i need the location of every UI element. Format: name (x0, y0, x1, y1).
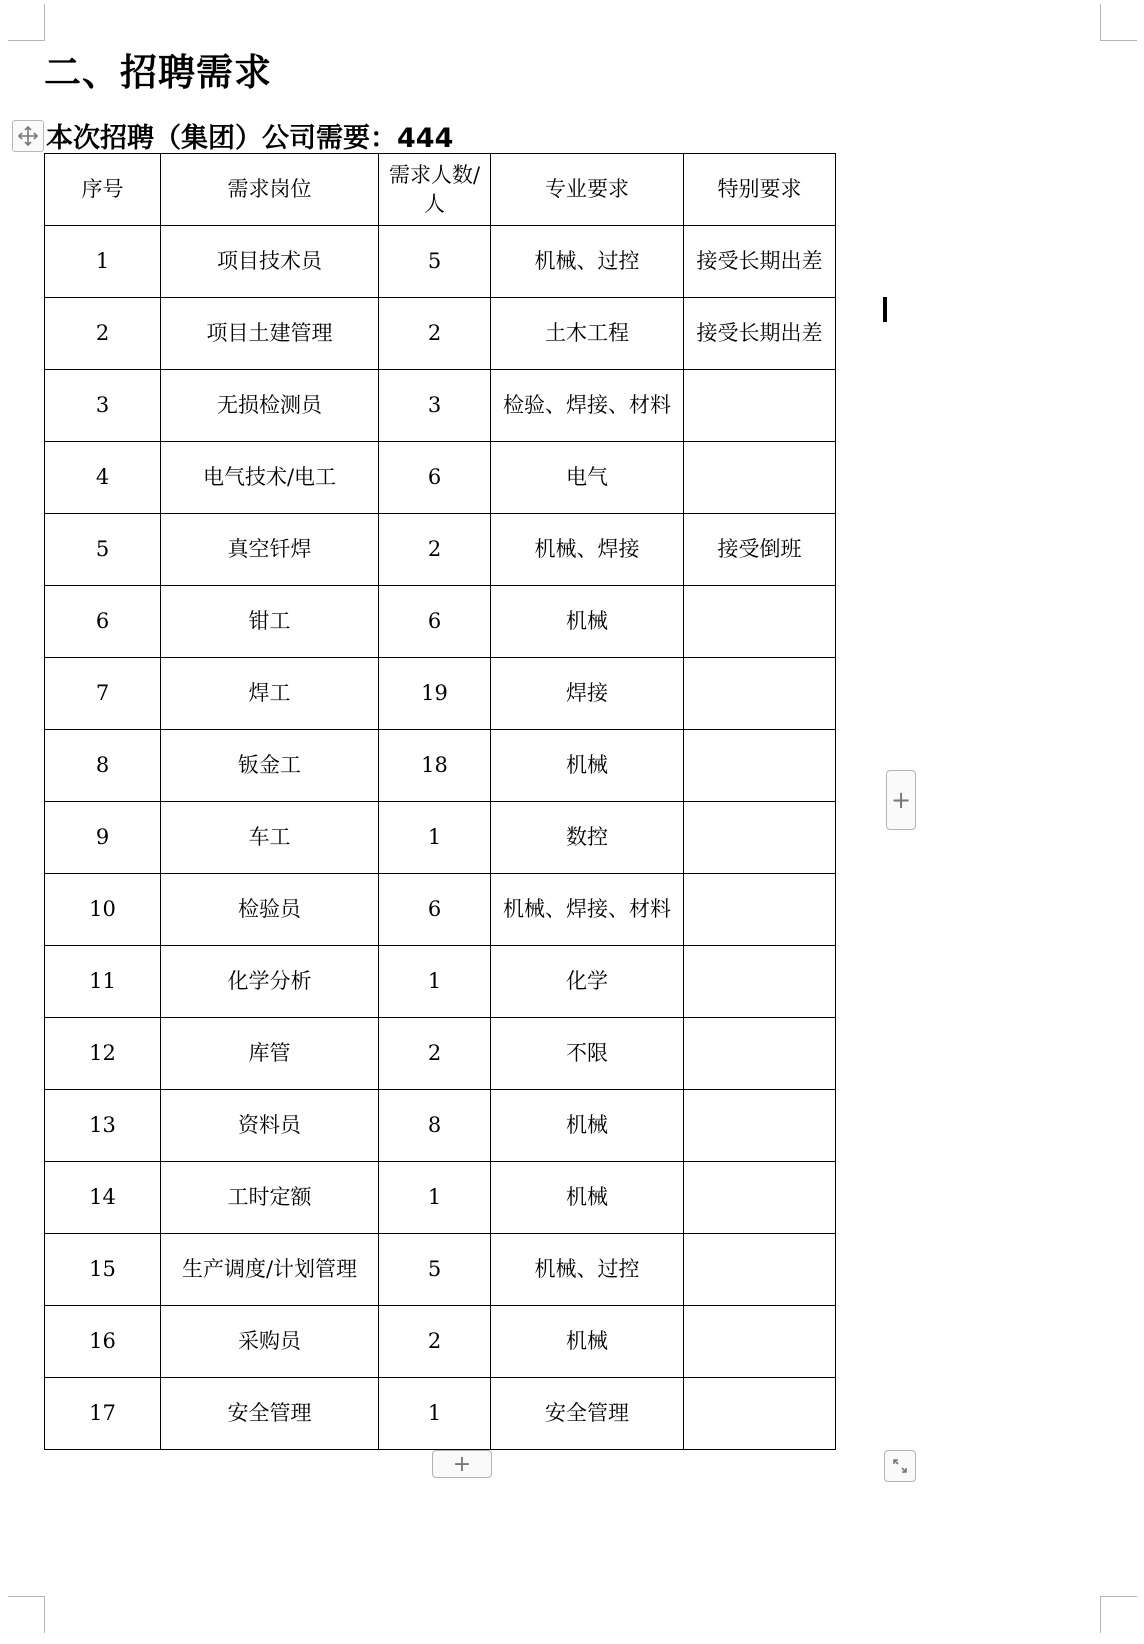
cell-position[interactable]: 项目技术员 (161, 226, 379, 298)
table-row (45, 370, 836, 442)
table-body (45, 226, 836, 1450)
cell-position[interactable]: 采购员 (161, 1306, 379, 1378)
cell-seq[interactable]: 15 (45, 1234, 161, 1306)
table-move-handle[interactable] (12, 120, 44, 152)
cell-seq[interactable]: 6 (45, 586, 161, 658)
cell-major[interactable]: 数控 (491, 802, 684, 874)
resize-diagonal-icon (890, 1456, 910, 1476)
cell-headcount[interactable]: 2 (379, 1018, 491, 1090)
page-corner-mark-top-right (1100, 4, 1137, 41)
cell-seq[interactable]: 9 (45, 802, 161, 874)
cell-headcount[interactable]: 2 (379, 298, 491, 370)
table-row (45, 1378, 836, 1450)
table-row (45, 946, 836, 1018)
table-resize-handle[interactable] (884, 1450, 916, 1482)
table-row (45, 1234, 836, 1306)
table-row (45, 1306, 836, 1378)
cell-position[interactable]: 安全管理 (161, 1378, 379, 1450)
page-corner-mark-bottom-right (1100, 1596, 1137, 1633)
cell-special[interactable] (684, 1378, 836, 1450)
cell-major[interactable]: 机械 (491, 730, 684, 802)
cell-position[interactable]: 库管 (161, 1018, 379, 1090)
cell-seq[interactable]: 11 (45, 946, 161, 1018)
cell-seq[interactable]: 10 (45, 874, 161, 946)
cell-special[interactable] (684, 586, 836, 658)
cell-seq[interactable]: 12 (45, 1018, 161, 1090)
cell-major[interactable]: 机械 (491, 1162, 684, 1234)
cell-headcount[interactable]: 8 (379, 1090, 491, 1162)
header-major[interactable]: 专业要求 (491, 154, 684, 226)
cell-headcount[interactable]: 6 (379, 442, 491, 514)
cell-position[interactable]: 化学分析 (161, 946, 379, 1018)
cell-seq[interactable]: 7 (45, 658, 161, 730)
cell-major[interactable]: 电气 (491, 442, 684, 514)
table-row (45, 730, 836, 802)
cell-special[interactable] (684, 658, 836, 730)
cell-position[interactable]: 检验员 (161, 874, 379, 946)
cell-special[interactable]: 接受长期出差 (684, 226, 836, 298)
cell-seq[interactable]: 8 (45, 730, 161, 802)
cell-special[interactable] (684, 1234, 836, 1306)
add-row-button[interactable]: + (432, 1450, 492, 1478)
header-headcount[interactable] (379, 154, 491, 226)
cell-major[interactable]: 土木工程 (491, 298, 684, 370)
table-row (45, 658, 836, 730)
cell-major[interactable]: 机械、焊接 (491, 514, 684, 586)
cell-headcount[interactable]: 1 (379, 1162, 491, 1234)
header-position[interactable]: 需求岗位 (161, 154, 379, 226)
recruitment-table (44, 153, 836, 1450)
move-arrows-icon (17, 125, 39, 147)
table-row (45, 298, 836, 370)
table-row (45, 514, 836, 586)
cell-headcount[interactable]: 1 (379, 1378, 491, 1450)
section-heading: 二、招聘需求 (44, 51, 272, 94)
cell-position[interactable]: 真空钎焊 (161, 514, 379, 586)
cell-major[interactable]: 不限 (491, 1018, 684, 1090)
header-headcount-text: 需求人数/人 (388, 163, 481, 216)
cell-headcount[interactable]: 5 (379, 1234, 491, 1306)
add-column-button[interactable]: + (886, 770, 916, 830)
cell-special[interactable] (684, 442, 836, 514)
table-row (45, 442, 836, 514)
page-corner-mark-bottom-left (8, 1596, 45, 1633)
cell-special[interactable]: 接受倒班 (684, 514, 836, 586)
cell-position[interactable]: 生产调度/计划管理 (161, 1234, 379, 1306)
cell-special[interactable] (684, 874, 836, 946)
cell-position[interactable]: 项目土建管理 (161, 298, 379, 370)
table-row (45, 874, 836, 946)
cell-special[interactable] (684, 730, 836, 802)
cell-position[interactable]: 工时定额 (161, 1162, 379, 1234)
table-row (45, 586, 836, 658)
cell-special[interactable] (684, 1306, 836, 1378)
cell-seq[interactable]: 2 (45, 298, 161, 370)
cell-headcount[interactable]: 2 (379, 1306, 491, 1378)
cell-headcount[interactable]: 1 (379, 802, 491, 874)
cell-major[interactable]: 机械 (491, 1306, 684, 1378)
table-row (45, 1018, 836, 1090)
cell-special[interactable] (684, 1162, 836, 1234)
cell-seq[interactable]: 1 (45, 226, 161, 298)
cell-headcount[interactable]: 2 (379, 514, 491, 586)
cell-special[interactable] (684, 946, 836, 1018)
cell-headcount[interactable]: 6 (379, 874, 491, 946)
text-cursor (883, 297, 887, 322)
cell-major[interactable]: 机械、过控 (491, 1234, 684, 1306)
page-corner-mark-top-left (8, 4, 45, 41)
cell-seq[interactable]: 13 (45, 1090, 161, 1162)
cell-special[interactable] (684, 1018, 836, 1090)
cell-seq[interactable]: 4 (45, 442, 161, 514)
cell-major[interactable]: 检验、焊接、材料 (491, 370, 684, 442)
cell-seq[interactable]: 5 (45, 514, 161, 586)
cell-major[interactable]: 焊接 (491, 658, 684, 730)
cell-seq[interactable]: 14 (45, 1162, 161, 1234)
header-special[interactable]: 特别要求 (684, 154, 836, 226)
cell-major[interactable]: 安全管理 (491, 1378, 684, 1450)
cell-position[interactable]: 资料员 (161, 1090, 379, 1162)
table-row (45, 1162, 836, 1234)
cell-special[interactable]: 接受长期出差 (684, 298, 836, 370)
cell-special[interactable] (684, 1090, 836, 1162)
recruitment-total-line: 本次招聘（集团）公司需要：444 (46, 123, 454, 154)
table-header-row (45, 154, 836, 226)
cell-position[interactable]: 电气技术/电工 (161, 442, 379, 514)
cell-headcount[interactable]: 1 (379, 946, 491, 1018)
cell-seq[interactable]: 3 (45, 370, 161, 442)
cell-seq[interactable]: 17 (45, 1378, 161, 1450)
table-row (45, 802, 836, 874)
cell-headcount[interactable]: 3 (379, 370, 491, 442)
cell-headcount[interactable]: 18 (379, 730, 491, 802)
cell-headcount[interactable]: 5 (379, 226, 491, 298)
cell-major[interactable]: 机械 (491, 586, 684, 658)
cell-position[interactable]: 钣金工 (161, 730, 379, 802)
cell-position[interactable]: 车工 (161, 802, 379, 874)
cell-position[interactable]: 焊工 (161, 658, 379, 730)
cell-special[interactable] (684, 370, 836, 442)
table-row (45, 1090, 836, 1162)
cell-major[interactable]: 机械、过控 (491, 226, 684, 298)
cell-major[interactable]: 机械、焊接、材料 (491, 874, 684, 946)
cell-position[interactable]: 钳工 (161, 586, 379, 658)
cell-headcount[interactable]: 19 (379, 658, 491, 730)
cell-special[interactable] (684, 802, 836, 874)
cell-headcount[interactable]: 6 (379, 586, 491, 658)
cell-major[interactable]: 机械 (491, 1090, 684, 1162)
cell-seq[interactable]: 16 (45, 1306, 161, 1378)
cell-major[interactable]: 化学 (491, 946, 684, 1018)
table-row (45, 226, 836, 298)
header-seq[interactable]: 序号 (45, 154, 161, 226)
cell-position[interactable]: 无损检测员 (161, 370, 379, 442)
